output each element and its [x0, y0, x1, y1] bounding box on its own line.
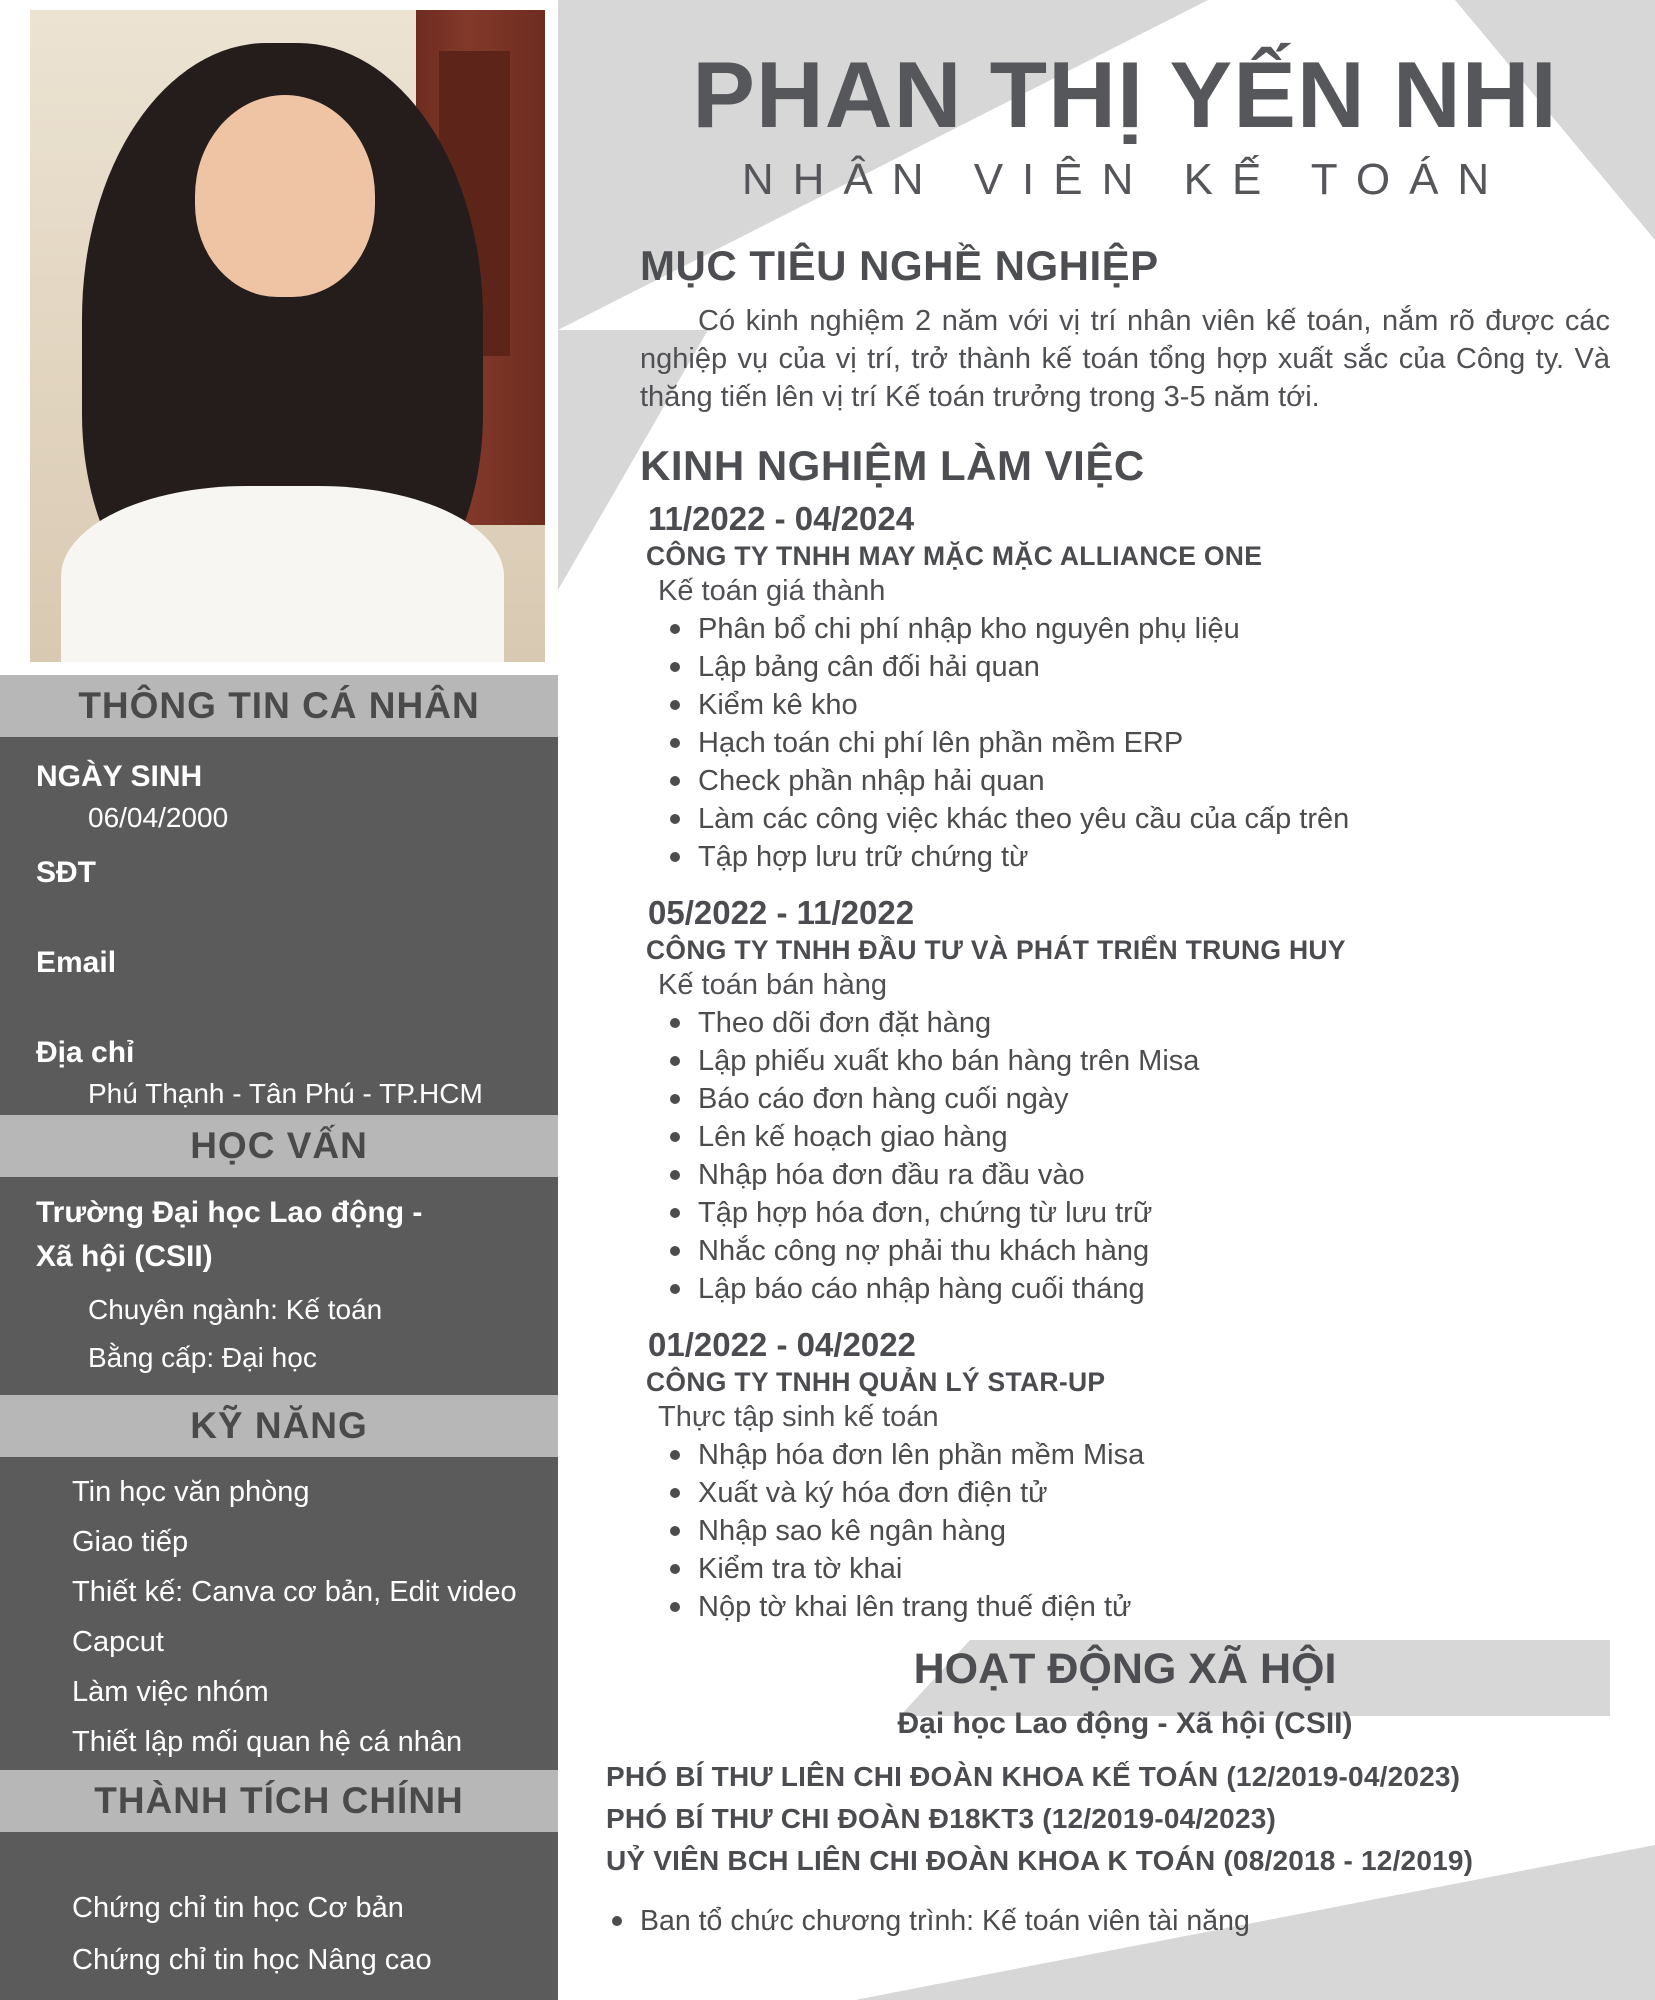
social-section: [606, 1644, 1610, 1938]
sidebar: [0, 0, 558, 2000]
profile-photo: [30, 10, 545, 662]
phone-label: SĐT: [36, 856, 96, 889]
task-item: Lập báo cáo nhập hàng cuối tháng: [698, 1273, 1610, 1306]
address-value: Phú Thạnh - Tân Phú - TP.HCM: [88, 1078, 483, 1109]
task-item: Nhập sao kê ngân hàng: [698, 1515, 1610, 1548]
job-role: Kế toán giá thành: [658, 575, 886, 607]
skill-item: Thiết lập mối quan hệ cá nhân: [72, 1726, 463, 1758]
task-item: Báo cáo đơn hàng cuối ngày: [698, 1083, 1610, 1116]
job-period: 05/2022 - 11/2022: [648, 894, 915, 931]
task-item: Làm các công việc khác theo yêu cầu của cấp trên: [698, 803, 1610, 836]
skills-header: [0, 1395, 558, 1457]
job-task-list: [640, 1439, 1610, 1624]
task-item: Phân bổ chi phí nhập kho nguyên phụ liệu: [698, 613, 1610, 646]
personal-info-header-label: THÔNG TIN CÁ NHÂN: [78, 685, 480, 726]
job-entry: [640, 894, 1610, 1306]
achievement-item: Chứng chỉ tin học Nâng cao: [72, 1944, 432, 1976]
task-item: Theo dõi đơn đặt hàng: [698, 1007, 1610, 1040]
experience-section: [640, 442, 1610, 1624]
skills-section: [0, 1457, 558, 1770]
photo-shirt-shape: [61, 486, 504, 662]
objective-section: [640, 242, 1610, 416]
task-item: Nộp tờ khai lên trang thuế điện tử: [698, 1591, 1610, 1624]
birth-label: NGÀY SINH: [36, 760, 203, 793]
task-item: Kiểm tra tờ khai: [698, 1553, 1610, 1586]
phone-value: [36, 893, 542, 943]
name-title: PHAN THỊ YẾN NHI: [692, 42, 1558, 147]
achievements-section: [0, 1832, 558, 2000]
skill-item: Tin học văn phòng: [72, 1476, 310, 1508]
social-role-item: PHÓ BÍ THƯ CHI ĐOÀN Đ18KT3 (12/2019-04/2023): [606, 1803, 1277, 1834]
social-activity-item: Ban tổ chức chương trình: Kế toán viên tài năng: [640, 1904, 1610, 1938]
skill-item: Thiết kế: Canva cơ bản, Edit video Capcut: [72, 1576, 517, 1658]
job-company: CÔNG TY TNHH QUẢN LÝ STAR-UP: [646, 1367, 1106, 1397]
photo-face-shape: [195, 95, 375, 297]
job-company: CÔNG TY TNHH MAY MẶC MẶC ALLIANCE ONE: [646, 541, 1263, 571]
skill-item: Giao tiếp: [72, 1526, 189, 1558]
job-role: Kế toán bán hàng: [658, 969, 887, 1001]
job-period: 11/2022 - 04/2024: [648, 500, 915, 537]
objective-heading: MỤC TIÊU NGHỀ NGHIỆP: [640, 242, 1159, 289]
task-item: Lập phiếu xuất kho bán hàng trên Misa: [698, 1045, 1610, 1078]
experience-heading: KINH NGHIỆM LÀM VIỆC: [640, 442, 1145, 489]
education-major: Chuyên ngành: Kế toán: [88, 1294, 383, 1325]
email-label: Email: [36, 946, 117, 979]
job-entry: [640, 500, 1610, 874]
task-item: Xuất và ký hóa đơn điện tử: [698, 1477, 1610, 1510]
achievement-item: Chứng chỉ tin học Cơ bản: [72, 1892, 404, 1924]
task-item: Nhập hóa đơn đầu ra đầu vào: [698, 1159, 1610, 1192]
job-title-subtitle: NHÂN VIÊN KẾ TOÁN: [741, 155, 1509, 204]
birth-value: 06/04/2000: [88, 802, 229, 833]
task-item: Lập bảng cân đối hải quan: [698, 651, 1610, 684]
main-content: [558, 0, 1655, 2000]
job-task-list: [640, 1007, 1610, 1306]
job-role: Thực tập sinh kế toán: [658, 1401, 939, 1433]
skills-header-label: KỸ NĂNG: [190, 1405, 368, 1446]
social-organization: Đại học Lao động - Xã hội (CSII): [897, 1707, 1353, 1740]
address-label: Địa chỉ: [36, 1036, 135, 1069]
objective-text: Có kinh nghiệm 2 năm với vị trí nhân viên kế toán, nắm rõ được các nghiệp vụ của vị trí, trở thành kế toán tổng hợp xuất sắc của Công ty. Và thăng tiến lên vị trí Kế toán trưởng trong 3-5 năm tới.: [640, 305, 1610, 413]
task-item: Hạch toán chi phí lên phần mềm ERP: [698, 727, 1610, 760]
job-task-list: [640, 613, 1610, 874]
education-header: [0, 1115, 558, 1177]
education-section: [0, 1177, 558, 1395]
task-item: Tập hợp hóa đơn, chứng từ lưu trữ: [698, 1197, 1610, 1230]
personal-info-section: [0, 737, 558, 1115]
personal-info-header: [0, 675, 558, 737]
achievements-header-label: THÀNH TÍCH CHÍNH: [94, 1780, 464, 1821]
social-role-item: UỶ VIÊN BCH LIÊN CHI ĐOÀN KHOA K TOÁN (08/2018 - 12/2019): [606, 1845, 1474, 1876]
task-item: Nhập hóa đơn lên phần mềm Misa: [698, 1439, 1610, 1472]
skill-item: Làm việc nhóm: [72, 1676, 269, 1708]
task-item: Kiểm kê kho: [698, 689, 1610, 722]
education-degree: Bằng cấp: Đại học: [88, 1342, 317, 1373]
job-company: CÔNG TY TNHH ĐẦU TƯ VÀ PHÁT TRIỂN TRUNG HUY: [646, 935, 1346, 965]
job-period: 01/2022 - 04/2022: [648, 1326, 916, 1363]
social-activity-list: [606, 1904, 1610, 1938]
job-entry: [640, 1326, 1610, 1624]
social-role-list: [606, 1756, 1610, 1882]
school-name: Trường Đại học Lao động - Xã hội (CSII): [36, 1196, 423, 1273]
task-item: Nhắc công nợ phải thu khách hàng: [698, 1235, 1610, 1268]
achievements-header: [0, 1770, 558, 1832]
education-header-label: HỌC VẤN: [190, 1125, 368, 1166]
email-value: [36, 983, 542, 1033]
task-item: Lên kế hoạch giao hàng: [698, 1121, 1610, 1154]
task-item: Check phần nhập hải quan: [698, 765, 1610, 798]
social-role-item: PHÓ BÍ THƯ LIÊN CHI ĐOÀN KHOA KẾ TOÁN (12/2019-04/2023): [606, 1761, 1461, 1792]
task-item: Tập hợp lưu trữ chứng từ: [698, 841, 1610, 874]
social-heading: HOẠT ĐỘNG XÃ HỘI: [913, 1645, 1337, 1693]
